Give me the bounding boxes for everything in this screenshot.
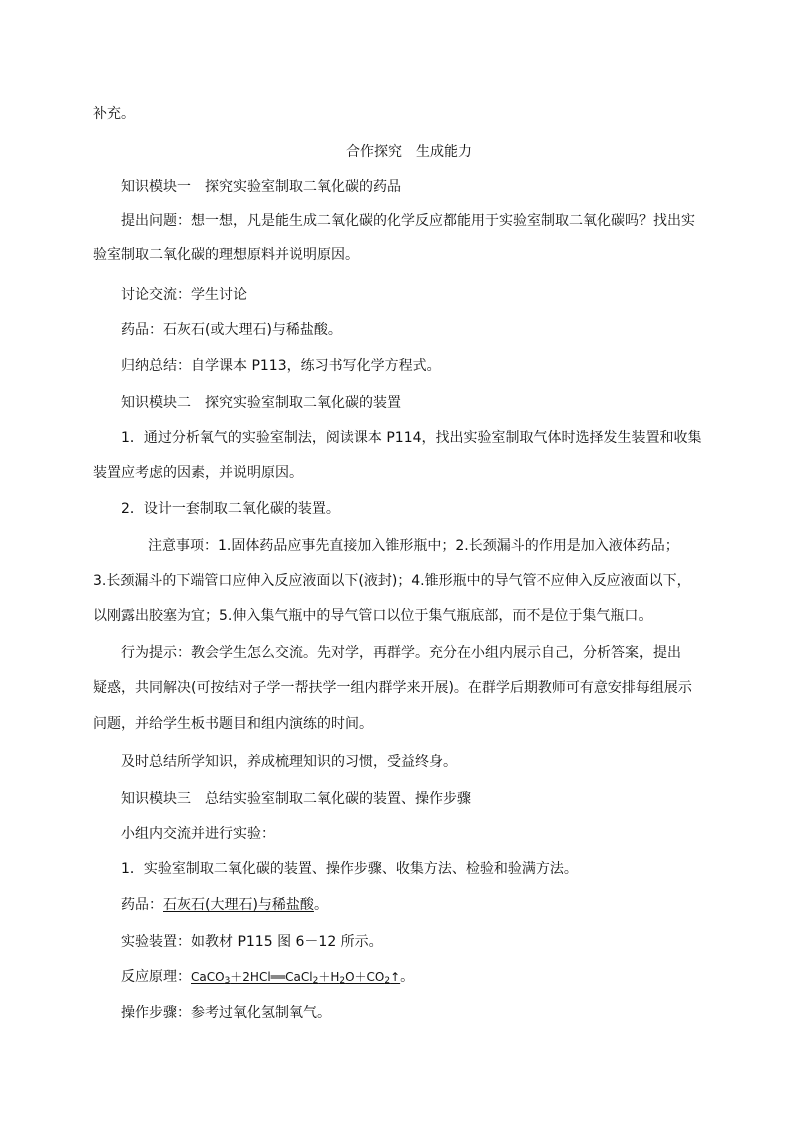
text-line: 讨论交流：学生讨论 — [121, 287, 247, 303]
text-line: 1．实验室制取二氧化碳的装置、操作步骤、收集方法、检验和验满方法。 — [121, 861, 578, 877]
module-heading: 知识模块一 探究实验室制取二氧化碳的药品 — [121, 179, 401, 195]
drug-answer: 石灰石(大理石)与稀盐酸 — [163, 897, 314, 913]
reaction-end: 。 — [400, 969, 415, 985]
text-line: 注意事项：1.固体药品应事先直接加入锥形瓶中；2.长颈漏斗的作用是加入液体药品； — [148, 538, 679, 554]
subscript: 3 — [224, 976, 231, 986]
text-line: 问题，并给学生板书题目和组内演练的时间。 — [93, 716, 373, 732]
formula-co2: O＋CO — [345, 970, 385, 984]
subscript: 2 — [384, 976, 391, 986]
text-line: 验室制取二氧化碳的理想原料并说明原因。 — [93, 247, 359, 263]
text-line: 小组内交流并进行实验： — [121, 826, 275, 842]
reaction-label: 反应原理： — [121, 969, 191, 985]
module-heading: 知识模块二 探究实验室制取二氧化碳的装置 — [121, 395, 401, 411]
module-heading: 知识模块三 总结实验室制取二氧化碳的装置、操作步骤 — [121, 791, 471, 807]
drug-line — [121, 895, 328, 915]
text-line: 2．设计一套制取二氧化碳的装置。 — [121, 501, 340, 517]
text-line: 操作步骤：参考过氧化氢制氧气。 — [121, 1005, 331, 1021]
text-line: 疑惑，共同解决(可按结对子学一帮扶学一组内群学来开展)。在群学后期教师可有意安排每组展示 — [93, 680, 692, 696]
drug-end: 。 — [313, 897, 328, 913]
formula-caco3: CaCO — [191, 970, 225, 984]
text-line: 1．通过分析氧气的实验室制法，阅读课本 P114，找出实验室制取气体时选择发生装置和收集 — [121, 430, 702, 446]
subscript: 2 — [339, 976, 346, 986]
reaction-equation — [191, 970, 400, 984]
subscript: 2 — [312, 976, 319, 986]
gas-arrow-icon: ↑ — [390, 970, 401, 984]
text-line: 以刚露出胶塞为宜；5.伸入集气瓶中的导气管口以位于集气瓶底部，而不是位于集气瓶口。 — [93, 608, 653, 624]
formula-hcl: ＋2HCl══CaCl — [230, 970, 313, 984]
text-line: 药品：石灰石(或大理石)与稀盐酸。 — [121, 322, 342, 338]
text-line: 行为提示：教会学生怎么交流。先对学，再群学。充分在小组内展示自己，分析答案，提出 — [121, 645, 681, 661]
text-line: 3.长颈漏斗的下端管口应伸入反应液面以下(液封)；4.锥形瓶中的导气管不应伸入反应液面以下， — [93, 573, 691, 589]
text-line: 归纳总结：自学课本 P113，练习书写化学方程式。 — [121, 358, 441, 374]
text-line: 及时总结所学知识，养成梳理知识的习惯，受益终身。 — [121, 754, 457, 770]
text-line: 实验装置：如教材 P115 图 6－12 所示。 — [121, 934, 383, 950]
reaction-line — [121, 967, 414, 987]
text-line: 补充。 — [93, 106, 135, 122]
text-line: 提出问题：想一想，凡是能生成二氧化碳的化学反应都能用于实验室制取二氧化碳吗？找出实 — [121, 213, 695, 229]
section-heading: 合作探究 生成能力 — [346, 144, 472, 160]
text-line: 装置应考虑的因素，并说明原因。 — [93, 465, 303, 481]
formula-h2o: ＋H — [318, 970, 340, 984]
drug-label: 药品： — [121, 897, 163, 913]
